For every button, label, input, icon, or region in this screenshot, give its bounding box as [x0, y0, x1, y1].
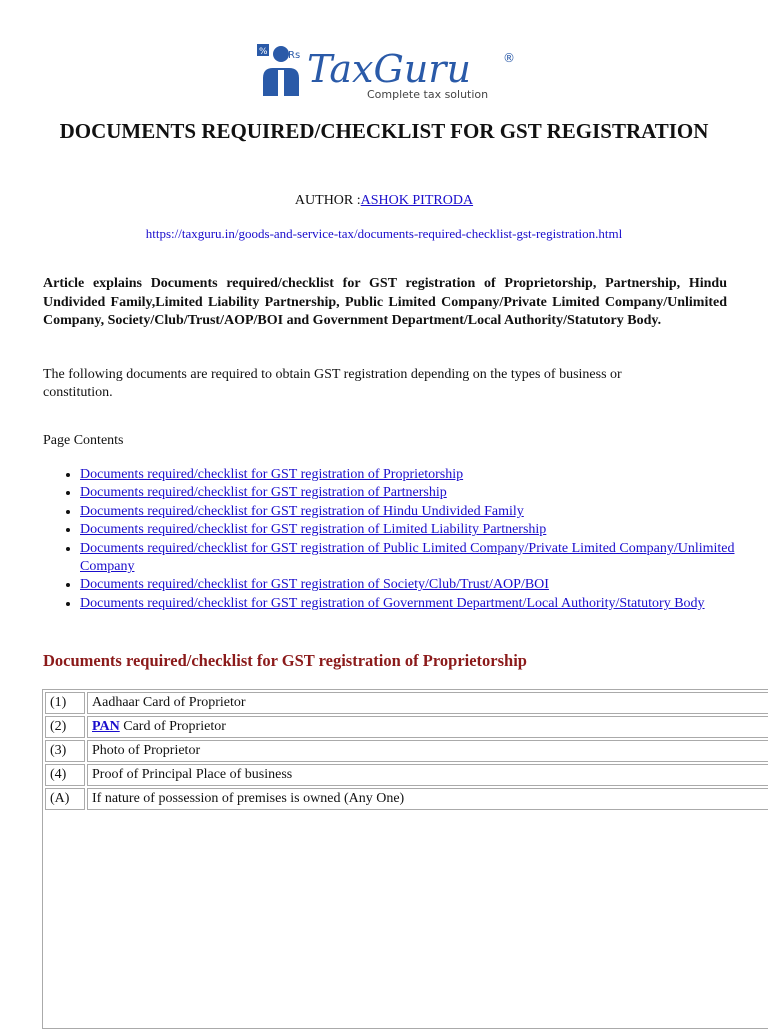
toc-item	[80, 484, 768, 502]
toc-link-society[interactable]: Documents required/checklist for GST registration of Society/Club/Trust/AOP/BOI	[80, 577, 549, 593]
toc-item	[80, 503, 768, 521]
toc-item	[80, 595, 768, 613]
section-heading-proprietorship: Documents required/checklist for GST registration of Proprietorship	[43, 651, 527, 670]
taxguru-logo-mark	[255, 40, 515, 102]
row-text: Photo of Proprietor	[87, 740, 768, 762]
toc-item	[80, 576, 768, 594]
author-label: AUTHOR :	[294, 193, 361, 208]
logo-tagline: Complete tax solution	[367, 88, 489, 101]
intro-paragraph: Article explains Documents required/checklist for GST registration of Proprietorship, Partnership, Hindu Undivided Family,Limited Liability Partnership, Public Limited Company/Private Limited Company/Unlimited Company, Society/Club/Trust/AOP/BOI and Government Department/Local Authority/Statutory Body.	[43, 276, 727, 329]
rupee-mark: Rs	[288, 50, 301, 61]
page-title: DOCUMENTS REQUIRED/CHECKLIST FOR GST REGISTRATION	[59, 119, 709, 143]
registered-mark: ®	[503, 51, 515, 65]
toc-link-government[interactable]: Documents required/checklist for GST registration of Government Department/Local Authority/Statutory Body	[80, 595, 705, 611]
row-number: (2)	[45, 716, 85, 738]
lead-paragraph: The following documents are required to obtain GST registration depending on the types of business or constitution.	[43, 367, 622, 400]
row-text: If nature of possession of premises is owned (Any One)	[87, 788, 768, 810]
logo-brand: TaxGuru	[307, 47, 471, 91]
table-row	[45, 788, 768, 810]
toc-item	[80, 540, 768, 577]
page-contents-label: Page Contents	[43, 433, 124, 448]
row-text: Proof of Principal Place of business	[87, 764, 768, 786]
row-number: (A)	[45, 788, 85, 810]
toc-item	[80, 466, 768, 484]
table-row	[45, 740, 768, 762]
table-row	[45, 692, 768, 714]
table-row	[45, 716, 768, 738]
toc-link-proprietorship[interactable]: Documents required/checklist for GST registration of Proprietorship	[80, 467, 464, 482]
table-row	[45, 764, 768, 786]
toc-link-partnership[interactable]: Documents required/checklist for GST registration of Partnership	[80, 485, 447, 501]
pan-link[interactable]: PAN	[92, 719, 120, 734]
row-number: (4)	[45, 764, 85, 786]
row-number: (3)	[45, 740, 85, 762]
row-text-rest: Card of Proprietor	[119, 719, 226, 734]
table-of-contents	[43, 466, 768, 613]
svg-text:%: %	[259, 47, 268, 57]
documents-table	[42, 689, 768, 1029]
author-link[interactable]: ASHOK PITRODA	[360, 193, 474, 208]
source-url[interactable]: https://taxguru.in/goods-and-service-tax/documents-required-checklist-gst-registration.html	[145, 226, 623, 241]
row-text: Aadhaar Card of Proprietor	[87, 692, 768, 714]
toc-link-huf[interactable]: Documents required/checklist for GST registration of Hindu Undivided Family	[80, 503, 524, 519]
toc-link-company[interactable]: Documents required/checklist for GST registration of Public Limited Company/Private Limited Company/Unlimited Company	[80, 540, 735, 575]
row-text	[87, 716, 768, 738]
toc-link-llp[interactable]: Documents required/checklist for GST registration of Limited Liability Partnership	[80, 522, 547, 538]
taxguru-logo[interactable]	[255, 40, 515, 102]
author-line	[0, 193, 768, 209]
toc-item	[80, 521, 768, 539]
row-number: (1)	[45, 692, 85, 714]
